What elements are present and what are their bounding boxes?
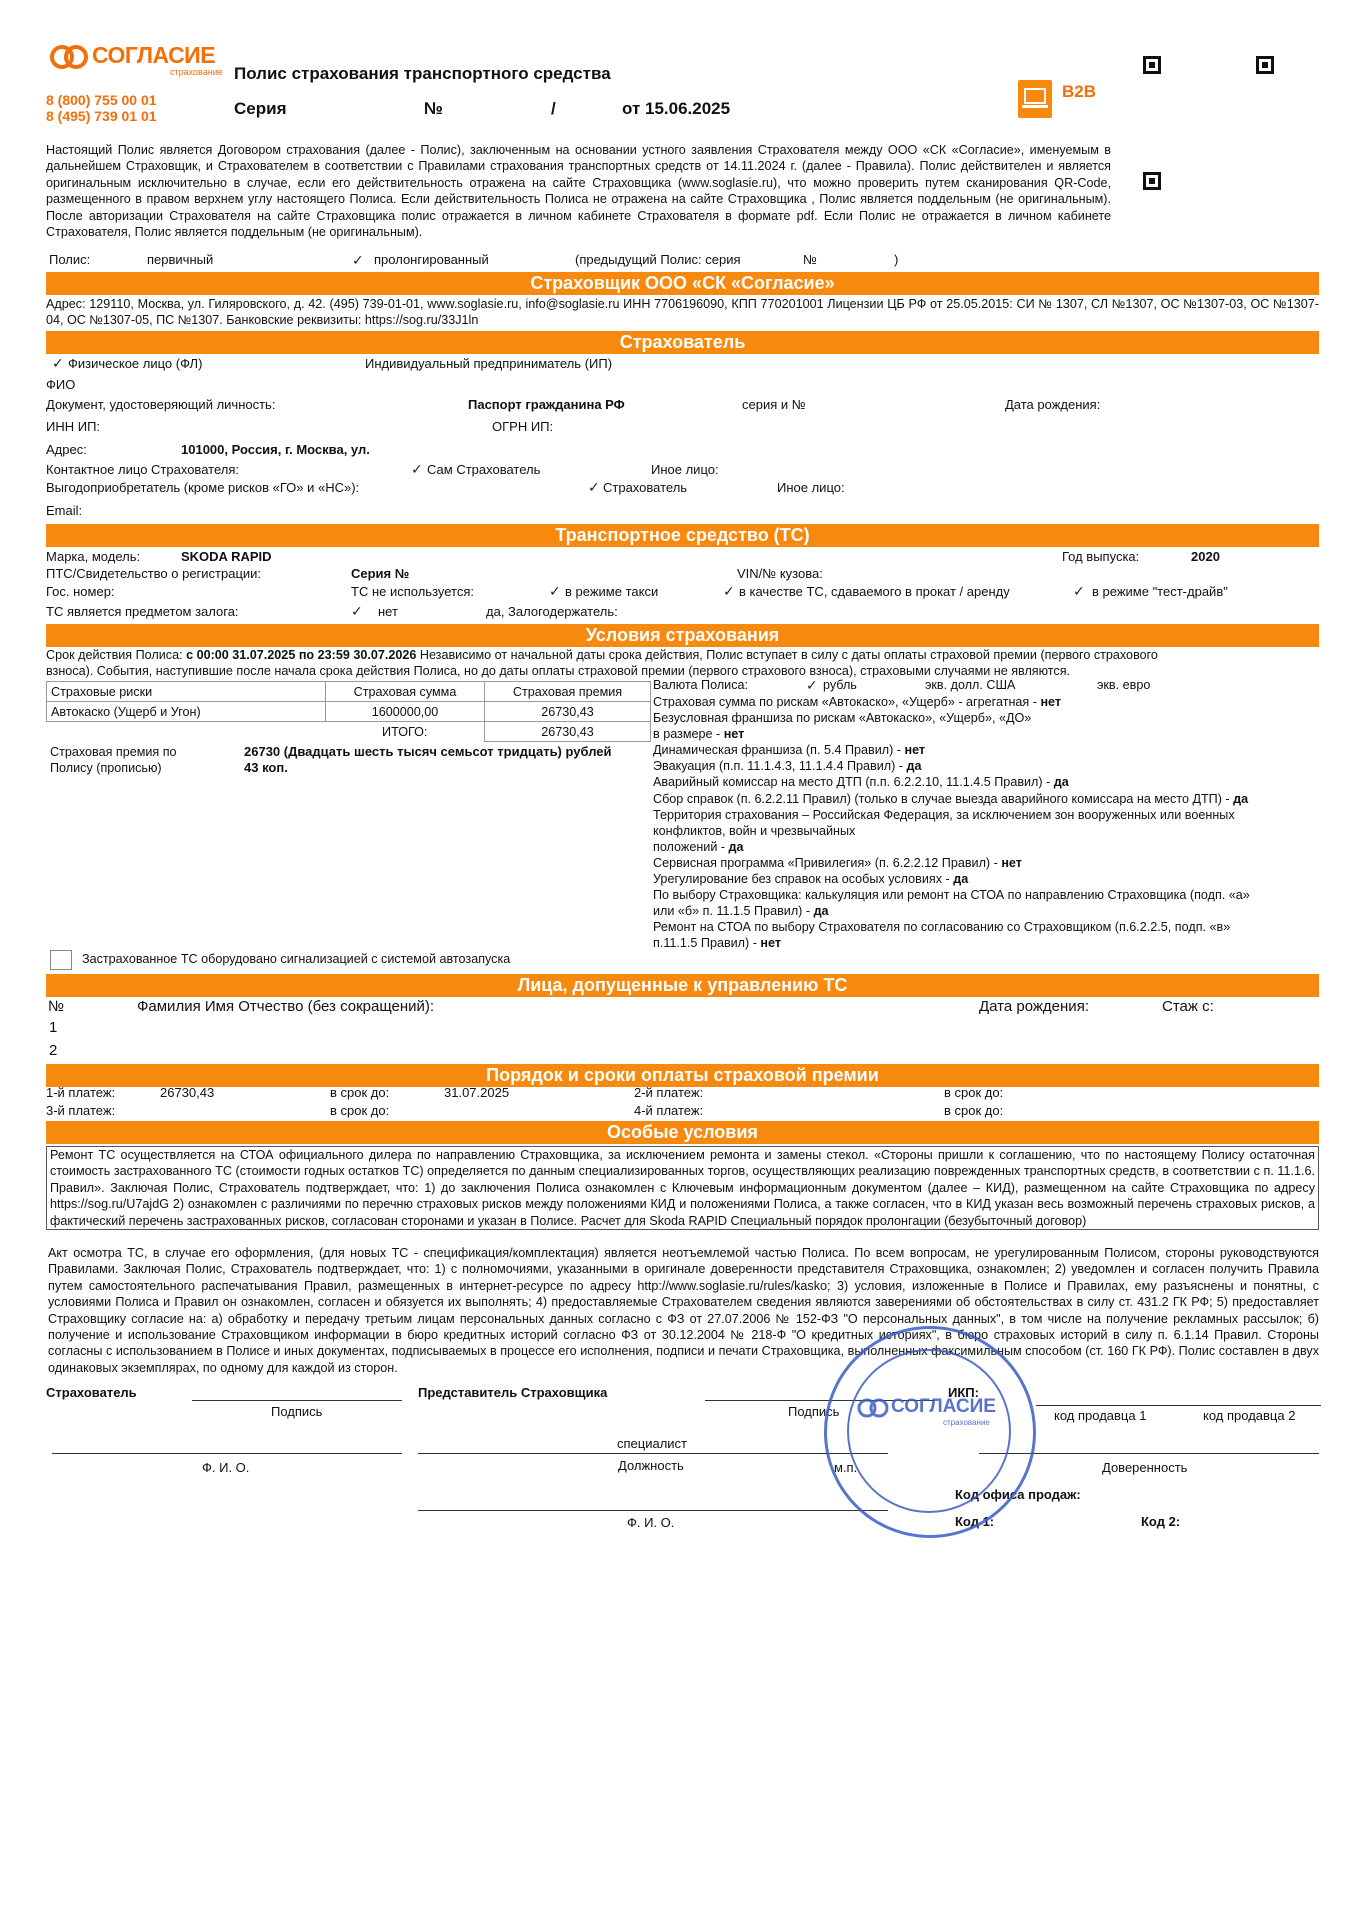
special-conditions-text: Акт осмотра ТС, в случае его оформления, (для новых ТС - спецификация/комплектация) является неотъемлемой частью Полиса. По всем вопросам, не урегулированным Полисом, стороны руководствуются Правилами. Заключая Полис, Страхователь подтверждает, что: 1) с полномочиями, указанными в оригинале доверенности представителя Страховщика, ознакомлен; 2) уведомлен и согласен получить Правила путем самостоятельного распечатывания Правил, размещенных в интернет-ресурсе по адресу http://www.soglasie.ru/rules/kasko; 3) условия, изложенные в Полисе и Правилах, ему разъяснены и понятны, с условиями Полиса и Правил он ознакомлен, согласен и обязуется их выполнять; 4) предоставляемые Страхователем сведения являются заверениями об обстоятельствах в силу ст. 431.2 ГК РФ; 5) предоставляет Страховщику согласие на: а) обработку и передачу третьим лицам персональных данных согласно с ФЗ от 27.07.2006 № 152-ФЗ "О персональных данных", в том числе на получение рекламных рассылок; б) получение и использование Страховщиком информации в бюро кредитных историй согласно ФЗ от 30.12.2004 № 218-Ф "О кредитных историях", в бюро страховых историй в силу п. 6.1.14 Правил. Стороны согласны с использованием в Полисе и иных документах, подписываемых в процессе его исполнения, подписи и печати Страховщика, выполненных факсимильным способом (ст. 160 ГК РФ). Полис составлен в двух одинаковых экземплярах, по одному для каждой из сторон. — [48, 1246, 1319, 1375]
document-value: Паспорт гражданина РФ — [468, 397, 625, 412]
check-icon: ✓ — [549, 583, 561, 599]
term-line-1 — [46, 648, 1158, 662]
payment-1-due-label: в срок до: — [330, 1085, 390, 1100]
holder-sign-line — [192, 1400, 402, 1401]
table-row — [47, 702, 651, 722]
pledge-yes: да, Залогодержатель: — [486, 604, 618, 619]
risks-table — [46, 681, 651, 742]
condition-value: да — [906, 759, 922, 774]
driver-row-2: 2 — [49, 1042, 58, 1059]
condition-item — [653, 742, 1319, 758]
total-row — [47, 722, 651, 742]
check-icon: ✓ — [411, 461, 423, 477]
term-rest: Независимо от начальной даты срока действия, Полис вступает в силу с даты оплаты страховой премии (первого страхового — [416, 648, 1158, 662]
check-icon: ✓ — [352, 252, 364, 268]
contact-self: Сам Страхователь — [427, 462, 541, 477]
condition-item — [653, 823, 1319, 839]
header-risks: Страховые риски — [47, 682, 326, 702]
year-value: 2020 — [1191, 549, 1220, 564]
condition-text: или «б» п. 11.1.5 Правил) - — [653, 904, 814, 919]
previous-policy: (предыдущий Полис: серия — [575, 252, 741, 267]
condition-text: Эвакуация (п.п. 11.1.4.3, 11.1.4.4 Правил) - — [653, 759, 907, 774]
condition-value: нет — [760, 936, 782, 951]
stamp-inner-ring — [847, 1349, 1011, 1513]
alarm-checkbox[interactable] — [50, 950, 72, 970]
stamp-logo: СОГЛАСИЕ — [891, 1396, 996, 1417]
payment-4-label: 4-й платеж: — [634, 1103, 704, 1118]
beneficiary-self: Страхователь — [603, 480, 688, 495]
payment-1-label: 1-й платеж: — [46, 1085, 116, 1100]
term-line-2: взноса). События, наступившие после начала срока действия Полиса, но до даты оплаты страховой премии (первого страхового взноса), страховыми случаями не являются. — [46, 664, 1071, 678]
phone-1: 8 (800) 755 00 01 — [46, 92, 157, 108]
condition-value: нет — [904, 743, 926, 758]
number-label: № — [424, 99, 443, 118]
condition-item — [653, 887, 1319, 903]
fio-label: ФИО — [46, 377, 76, 392]
condition-value: да — [1233, 791, 1249, 806]
condition-item — [653, 871, 1319, 887]
slash: / — [551, 99, 556, 118]
year-label: Год выпуска: — [1062, 549, 1140, 564]
birthdate-label: Дата рождения: — [1005, 397, 1101, 412]
series-label: Серия — [234, 99, 287, 118]
b2b-label: B2B — [1062, 82, 1097, 101]
position-line — [418, 1453, 888, 1454]
pledge-no: нет — [378, 604, 398, 619]
condition-text: Сбор справок (п. 6.2.2.11 Правил) (только в случае выезда аварийного комиссара на место ДТП) - — [653, 791, 1234, 806]
company-stamp — [824, 1326, 1036, 1538]
rental-label: в качестве ТС, сдаваемого в прокат / аренду — [739, 584, 1010, 599]
previous-close: ) — [894, 252, 899, 267]
driver-no-label: № — [48, 998, 65, 1015]
driver-birth-label: Дата рождения: — [979, 998, 1089, 1015]
address-value: 101000, Россия, г. Москва, ул. — [181, 442, 370, 457]
condition-value: нет — [1040, 695, 1062, 709]
condition-text: п.11.1.5 Правил) - — [653, 936, 761, 951]
header-premium: Страховая премия — [485, 682, 651, 702]
page-title: Полис страхования транспортного средства — [234, 64, 611, 83]
condition-item — [653, 710, 1319, 726]
section-vehicle: Транспортное средство (ТС) — [46, 524, 1319, 547]
risk-sum: 1600000,00 — [326, 702, 485, 722]
document-label: Документ, удостоверяющий личность: — [46, 397, 276, 412]
condition-item — [653, 774, 1319, 790]
payment-2-due-label: в срок до: — [944, 1085, 1004, 1100]
section-insurer: Страховщик ООО «СК «Согласие» — [46, 272, 1319, 295]
qr-code-icon[interactable] — [1143, 56, 1161, 74]
model-value: SKODA RAPID — [181, 549, 272, 564]
premium-words: 26730 (Двадцать шесть тысяч семьсот тридцать) рублей 43 коп. — [244, 744, 612, 775]
condition-value: нет — [1001, 855, 1022, 870]
policy-date: от 15.06.2025 — [622, 99, 731, 118]
table-header-row — [47, 682, 651, 702]
position-caption: Должность — [618, 1458, 684, 1473]
driver-name-label: Фамилия Имя Отчество (без сокращений): — [137, 998, 435, 1015]
seller2-line — [1183, 1405, 1321, 1406]
risk-name: Автокаско (Ущерб и Угон) — [47, 702, 326, 722]
pts-value: Серия № — [351, 566, 410, 581]
holder-fio-line — [52, 1453, 402, 1454]
currency-eur: экв. евро — [1097, 678, 1151, 692]
vin-label: VIN/№ кузова: — [737, 566, 823, 581]
driver-exp-label: Стаж с: — [1162, 998, 1214, 1015]
check-icon: ✓ — [588, 479, 600, 495]
condition-text: положений - — [653, 839, 729, 854]
policy-label: Полис: — [49, 252, 91, 267]
payment-1-date: 31.07.2025 — [444, 1085, 510, 1100]
beneficiary-other: Иное лицо: — [777, 480, 845, 495]
rep-label: Представитель Страховщика — [418, 1385, 608, 1400]
total-label: ИТОГО: — [382, 724, 428, 739]
series-number-label: серия и № — [742, 397, 806, 412]
condition-value: да — [1053, 775, 1069, 790]
currency-rub: рубль — [823, 678, 857, 692]
pledge-label: ТС является предметом залога: — [46, 604, 239, 619]
premium-words-label: Страховая премия по Полису (прописью) — [50, 745, 177, 775]
total-value: 26730,43 — [485, 722, 651, 742]
stamp-sub: страхование — [943, 1418, 990, 1427]
proxy-caption: Доверенность — [1102, 1460, 1188, 1475]
plate-label: Гос. номер: — [46, 584, 115, 599]
individual-label: Физическое лицо (ФЛ) — [68, 356, 203, 371]
check-icon: ✓ — [1073, 583, 1085, 599]
mp-label: м.п. — [834, 1460, 858, 1475]
condition-text: Динамическая франшиза (п. 5.4 Правил) - — [653, 743, 905, 758]
driver-row-1: 1 — [49, 1019, 58, 1036]
policy-prolonged: пролонгированный — [374, 252, 489, 267]
condition-text: Территория страхования – Российская Федерация, за исключением зон вооруженных или военных — [653, 807, 1235, 822]
ogrn-label: ОГРН ИП: — [492, 419, 554, 434]
beneficiary-label: Выгодоприобретатель (кроме рисков «ГО» и «НС»): — [46, 480, 360, 495]
special-conditions-box: Ремонт ТС осуществляется на СТОА официального дилера по направлению Страховщика, за исключением ремонта и замены стекол. «Стороны пришли к соглашению, что по настоящему Полису остаточная стоимость застрахованного ТС (стоимости годных остатков ТС) определяется по данным специализированных торгов, осуществляющих реализацию поврежденных транспортных средств, в соответствии с п. 11.1.6. Правил». Заключая Полис, Страхователь подтверждает, что: 1) до заключения Полиса ознакомлен с Ключевым информационным документом (далее – КИД), размещенном на сайте Страховщика по адресу https://sog.ru/U7ajdG 2) ознакомлен с различиями по перечню страховых рисков между положениями КИД и положениями Полиса, а также согласен, что в КИД указан весь возможный перечень страховых рисков, а фактический перечень застрахованных рисков, согласован сторонами и указан в Полисе. Расчет для Skoda RAPID Специальный порядок пролонгации (безубыточный договор) — [46, 1146, 1319, 1230]
office-code-label: Код офиса продаж: — [955, 1487, 1081, 1502]
code1-label: Код 1: — [955, 1514, 995, 1529]
holder-sign-caption: Подпись — [271, 1404, 323, 1419]
section-drivers: Лица, допущенные к управлению ТС — [46, 974, 1319, 997]
logo-rings-icon — [50, 44, 90, 70]
policy-primary: первичный — [147, 252, 214, 267]
not-used-label: ТС не используется: — [351, 584, 474, 599]
section-payment: Порядок и сроки оплаты страховой премии — [46, 1064, 1319, 1087]
check-icon: ✓ — [723, 583, 735, 599]
holder-fio-caption: Ф. И. О. — [202, 1460, 250, 1475]
seller1-line — [1036, 1405, 1186, 1406]
section-special: Особые условия — [46, 1121, 1319, 1144]
code2-label: Код 2: — [1141, 1514, 1181, 1529]
taxi-label: в режиме такси — [565, 584, 659, 599]
model-label: Марка, модель: — [46, 549, 141, 564]
phone-2: 8 (495) 739 01 01 — [46, 108, 157, 124]
logo-subtext: страхование — [170, 67, 223, 77]
payment-1-amount: 26730,43 — [160, 1085, 215, 1100]
payment-4-due-label: в срок до: — [944, 1103, 1004, 1118]
check-icon: ✓ — [52, 355, 64, 371]
condition-value: да — [728, 839, 744, 854]
currency-usd: экв. долл. США — [925, 678, 1016, 692]
condition-text: Безусловная франшиза по рискам «Автокаско», «Ущерб», «ДО» — [653, 711, 1032, 726]
seller2-label: код продавца 2 — [1203, 1408, 1296, 1423]
holder-label: Страхователь — [46, 1385, 137, 1400]
header-sum: Страховая сумма — [326, 682, 485, 702]
contact-other: Иное лицо: — [651, 462, 719, 477]
specialist-value: специалист — [617, 1436, 688, 1451]
risk-premium: 26730,43 — [485, 702, 651, 722]
condition-text: По выбору Страховщика: калькуляция или ремонт на СТОА по направлению Страховщика (подп. «а» — [653, 888, 1250, 903]
condition-text: Страховая сумма по рискам «Автокаско», «Ущерб» - агрегатная - — [653, 695, 1041, 709]
condition-value: нет — [723, 727, 745, 742]
payment-3-due-label: в срок до: — [330, 1103, 390, 1118]
condition-item — [653, 758, 1319, 774]
condition-item — [653, 839, 1319, 855]
condition-text: конфликтов, войн и чрезвычайных — [653, 823, 856, 838]
check-icon: ✓ — [806, 677, 818, 693]
rep-fio-line — [418, 1510, 888, 1511]
condition-value: да — [953, 872, 969, 887]
condition-value: да — [813, 904, 829, 919]
condition-item — [653, 807, 1319, 823]
alarm-label: Застрахованное ТС оборудовано сигнализацией с системой автозапуска — [82, 952, 511, 966]
term-prefix: Срок действия Полиса: — [46, 648, 187, 662]
payment-3-label: 3-й платеж: — [46, 1103, 116, 1118]
qr-code-icon[interactable] — [1256, 56, 1274, 74]
condition-text: Аварийный комиссар на место ДТП (п.п. 6.2.2.10, 11.1.4.5 Правил) - — [653, 775, 1054, 790]
address-label: Адрес: — [46, 442, 87, 457]
condition-text: в размере - — [653, 727, 724, 742]
email-label: Email: — [46, 503, 83, 518]
total-empty — [47, 722, 326, 742]
condition-item — [653, 919, 1319, 935]
insurer-address: Адрес: 129110, Москва, ул. Гиляровского, д. 42. (495) 739-01-01, www.soglasie.ru, info@soglasie.ru ИНН 7706196090, КПП 770201001 Лицензии ЦБ РФ от 25.05.2015: СИ № 1307, СЛ №1307, ОС №1307-03, ОС №1307-04, ОС №1307-05, ПС №1307. Банковские реквизиты: https://sog.ru/33J1ln — [46, 297, 1319, 328]
inn-label: ИНН ИП: — [46, 419, 101, 434]
conditions-list — [653, 694, 1319, 952]
payment-2-label: 2-й платеж: — [634, 1085, 704, 1100]
pts-label: ПТС/Свидетельство о регистрации: — [46, 566, 262, 581]
section-policyholder: Страхователь — [46, 331, 1319, 354]
rep-fio-caption: Ф. И. О. — [627, 1515, 675, 1530]
entrepreneur-label: Индивидуальный предприниматель (ИП) — [365, 356, 613, 371]
condition-text: Урегулирование без справок на особых условиях - — [653, 872, 954, 887]
previous-number: № — [803, 252, 817, 267]
section-conditions: Условия страхования — [46, 624, 1319, 647]
condition-text: Ремонт на СТОА по выбору Страхователя по согласованию со Страховщиком (п.6.2.2.5, подп. «в» — [653, 920, 1231, 935]
logo-text: СОГЛАСИЕ — [92, 42, 216, 68]
condition-item — [653, 791, 1319, 807]
contact-label: Контактное лицо Страхователя: — [46, 462, 239, 477]
seller1-label: код продавца 1 — [1054, 1408, 1147, 1423]
term-dates: с 00:00 31.07.2025 по 23:59 30.07.2026 — [186, 648, 417, 662]
stamp-rings-icon — [857, 1397, 891, 1419]
currency-label: Валюта Полиса: — [653, 678, 749, 692]
rep-sign-caption: Подпись — [788, 1404, 840, 1419]
condition-item — [653, 903, 1319, 919]
condition-item — [653, 726, 1319, 742]
condition-text: Сервисная программа «Привилегия» (п. 6.2.2.12 Правил) - — [653, 855, 1002, 870]
ikp-label: ИКП: — [948, 1385, 979, 1400]
condition-item — [653, 694, 1319, 710]
test-drive-label: в режиме "тест-драйв" — [1092, 584, 1228, 599]
condition-item — [653, 935, 1319, 951]
check-icon: ✓ — [351, 603, 363, 619]
b2b-laptop-icon — [1018, 80, 1052, 118]
intro-paragraph: Настоящий Полис является Договором страхования (далее - Полис), заключенным на основании устного заявления Страхователя между ООО «СК «Согласие», именуемым в дальнейшем Страховщик, и Страхователем в соответствии с Правилами страхования транспортных средств от 14.11.2024 г. (далее - Правила). Полис действителен и является оригинальным исключительно в случае, если его действительность отражена на сайте Страховщика (www.soglasie.ru), что можно проверить путем сканирования QR-Code, размещенного в правом верхнем углу настоящего Полиса. Если действительность Полиса не отражена на сайте Страховщика , Полис является поддельным (не оригинальным). После авторизации Страхователя на сайте Страховщика полис отражается в личном кабинете Страхователя в формате pdf. Если Полис не отражается в личном кабинете Страхователя, Полис является поддельным (не оригинальным). — [46, 143, 1111, 240]
condition-item — [653, 855, 1319, 871]
qr-code-icon[interactable] — [1143, 172, 1161, 190]
